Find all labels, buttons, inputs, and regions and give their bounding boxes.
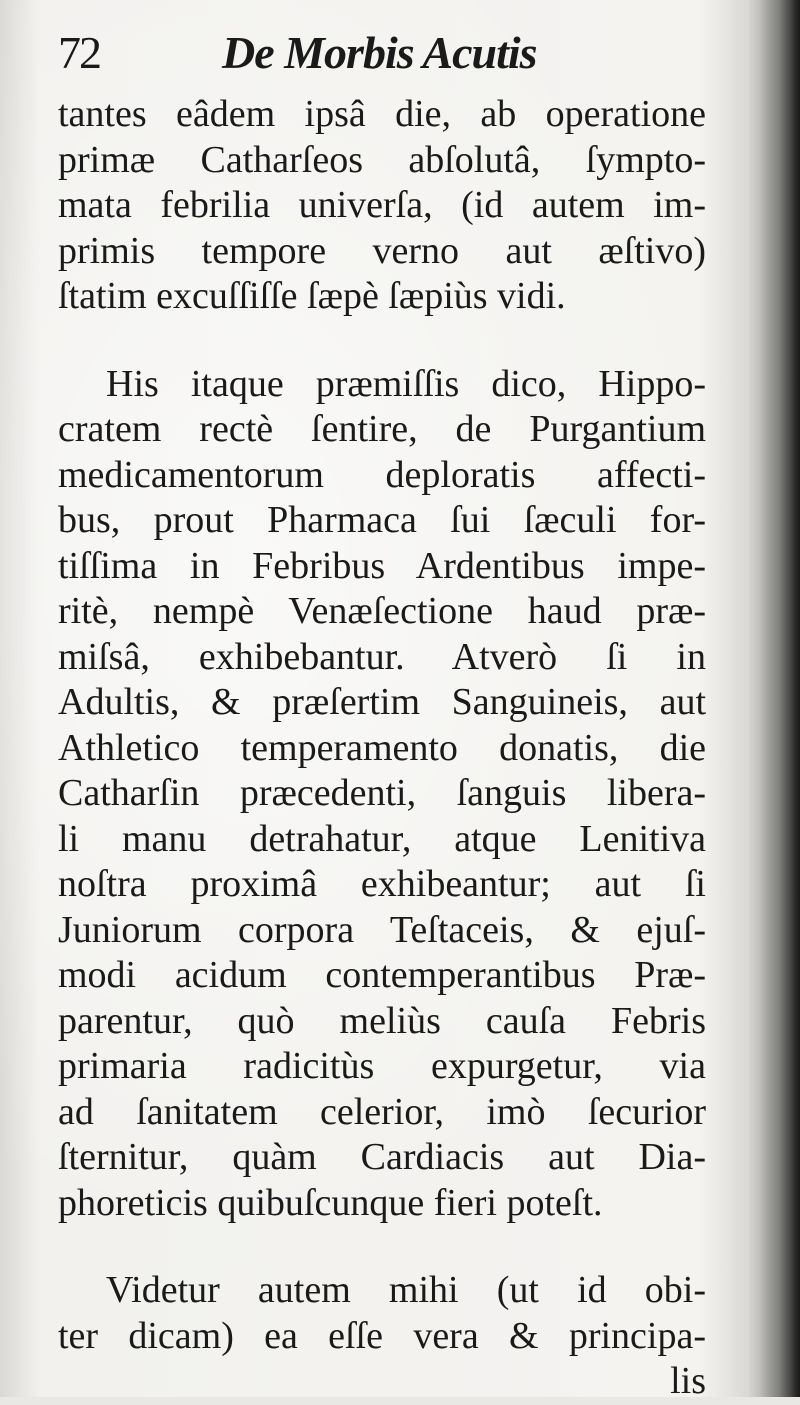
body-text [58,92,706,1405]
text-line: parentur, quò meliùs cauſa Febris [58,999,706,1042]
text-line: tantes eâdem ipsâ die, ab operatione [58,93,706,135]
text-line: Juniorum corpora Teſtaceis, & ejuſ- [58,908,706,951]
text-line: modi acidum contemperantibus Præ- [58,954,706,996]
text-line: ritè, nempè Venæſectione haud præ- [58,590,706,632]
page-header [58,22,718,86]
catchword-row [58,1359,706,1405]
text-line: bus, prout Pharmaca ſui ſæculi for- [58,499,706,541]
text-line: Videtur autem mihi (ut id obi- [106,1269,706,1311]
text-line: Adultis, & præſertim Sanguineis, aut [58,681,706,723]
text-line: Athletico temperamento donatis, die [58,726,706,769]
paragraph-gap [58,320,706,362]
text-line: medicamentorum deploratis affecti- [58,453,706,496]
text-line: ſtatim excuſſiſſe ſæpè ſæpiùs vidi. [58,275,566,317]
running-title: De Morbis Acutis [222,27,537,78]
text-line: phoreticis quibuſcunque fieri poteſt. [58,1181,603,1224]
catchword: lis [670,1360,706,1402]
text-line: primis tempore verno aut æſtivo) [58,229,706,272]
page-gutter-shadow [748,0,800,1397]
text-line: primæ Catharſeos abſolutâ, ſympto- [58,138,706,181]
text-line: ſternitur, quàm Cardiacis aut Dia- [58,1136,706,1178]
paragraph-gap [58,1226,706,1268]
text-line: His itaque præmiſſis dico, Hippo- [106,362,706,405]
page-number: 72 [58,27,100,78]
text-line: primaria radicitùs expurgetur, via [58,1045,706,1087]
text-line: cratem rectè ſentire, de Purgantium [58,408,706,450]
text-line: Catharſin præcedenti, ſanguis libera- [58,772,706,814]
text-line: miſsâ, exhibebantur. Atverò ſi in [58,635,706,678]
text-line: tiſſima in Febribus Ardentibus impe- [58,544,706,587]
text-line: noſtra proximâ exhibeantur; aut ſi [58,863,706,905]
text-line: ter dicam) ea eſſe vera & principa- [58,1314,706,1357]
text-line: ad ſanitatem celerior, imò ſecurior [58,1090,706,1133]
text-line: mata febrilia univerſa, (id autem im- [58,184,706,226]
text-line: li manu detrahatur, atque Lenitiva [58,817,706,860]
